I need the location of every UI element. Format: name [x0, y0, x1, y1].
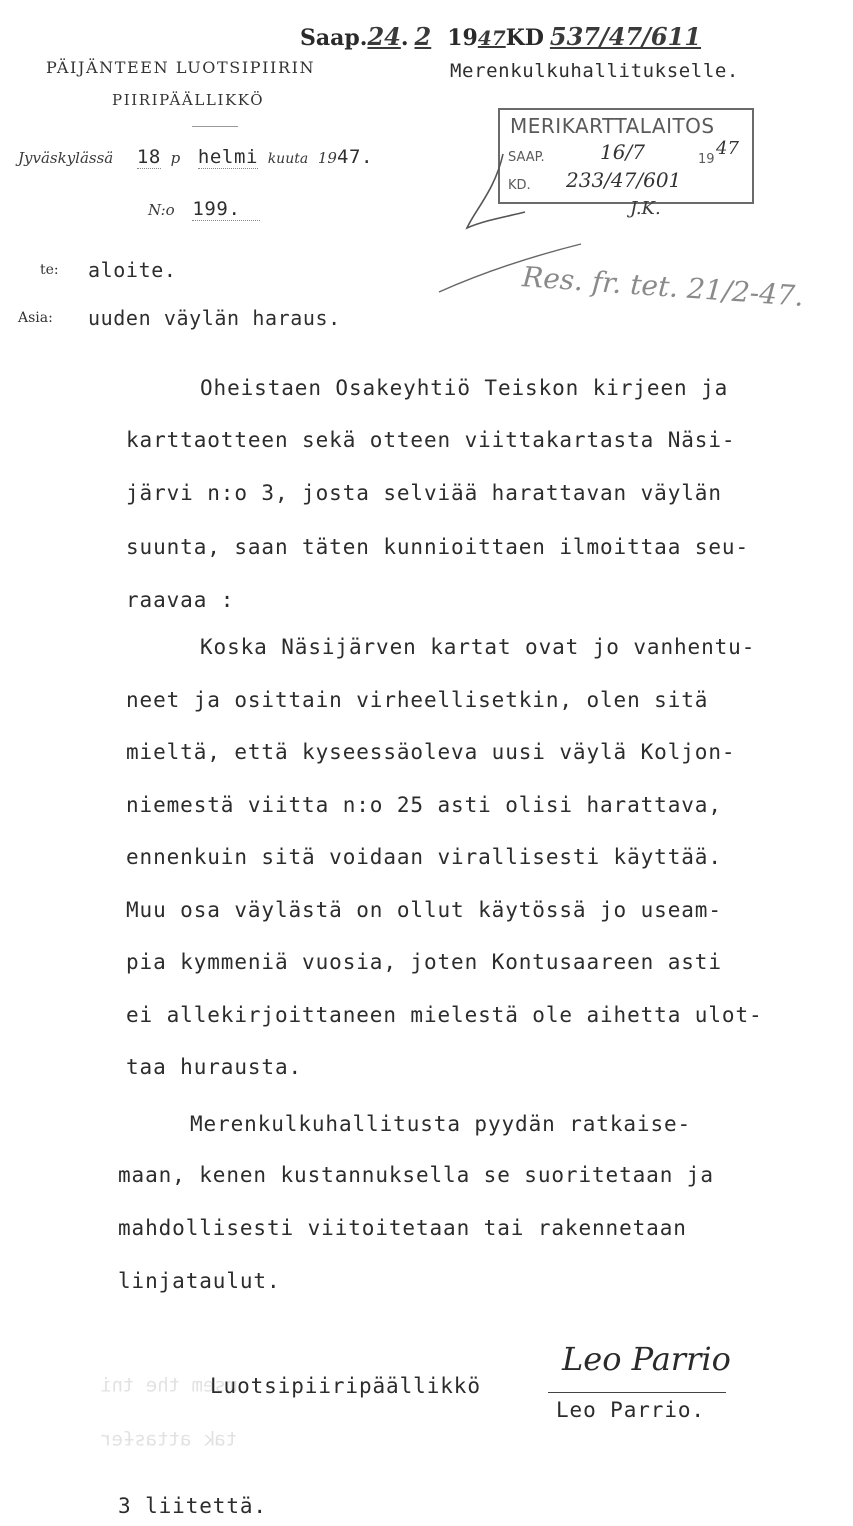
stamp-year-value: 47: [716, 138, 739, 159]
attachments-note: 3 liitettä.: [118, 1494, 267, 1518]
body-line-3: järvi n:o 3, josta selviää harattavan väylän: [126, 481, 722, 505]
stamp-saap-value: 16/7: [600, 140, 645, 164]
date-month-suffix: kuuta: [267, 151, 309, 167]
header-divider: [192, 126, 238, 127]
bleed-through-1: ᴉuʇ ǝɥʇ ɯǝsɯ: [100, 1376, 238, 1398]
signature-typed: Leo Parrio.: [556, 1398, 705, 1422]
number-value: 199.: [192, 198, 260, 221]
date-day: 18: [136, 146, 161, 168]
org-line-2: PIIRIPÄÄLLIKKÖ: [112, 91, 265, 109]
body-line-9: niemestä viitta n:o 25 asti olisi harattava,: [126, 793, 722, 817]
org-line-1: PÄIJÄNTEEN LUOTSIPIIRIN: [46, 58, 316, 77]
body-line-15: Merenkulkuhallitusta pyydän ratkaise-: [190, 1112, 692, 1136]
stamp-initials: J.K.: [630, 198, 661, 219]
stamp-year-prefix: 19: [698, 152, 715, 167]
pen-stroke: [455, 150, 535, 240]
body-line-14: taa hurausta.: [126, 1055, 303, 1079]
signature-handwritten: Leo Parrio: [562, 1340, 731, 1378]
place-date: [18, 146, 373, 169]
body-line-11: Muu osa väylästä on ollut käytössä jo useam-: [126, 898, 722, 922]
bleed-through-2: ɹǝɟsɐʇʇɐ ʞɐʇ: [100, 1430, 238, 1452]
stamp-title: MERIKARTTALAITOS: [510, 114, 715, 138]
received-day: 24: [367, 22, 401, 51]
received-stamp: [498, 108, 754, 204]
handwritten-note: Res. fr. tet. 21/2-47.: [521, 260, 805, 313]
body-line-2: karttaotteen sekä otteen viittakartasta Näsi-: [126, 428, 736, 452]
date-month: helmi: [197, 146, 259, 168]
number-label: N:o: [148, 201, 175, 219]
subject-value: uuden väylän haraus.: [88, 306, 341, 330]
received-year: 47: [477, 26, 506, 50]
body-line-1: Oheistaen Osakeyhtiö Teiskon kirjeen ja: [200, 376, 729, 400]
kd-label: KD: [505, 25, 544, 51]
signature-title: Luotsipiiripäällikkö: [210, 1374, 481, 1398]
body-line-10: ennenkuin sitä voidaan virallisesti käyttää.: [126, 845, 722, 869]
place-label: Jyväskylässä: [18, 149, 114, 167]
date-day-suffix: p: [170, 149, 181, 167]
body-line-13: ei allekirjoittaneen mielestä ole aihetta ulot-: [126, 1003, 763, 1027]
received-prefix: Saap.: [300, 25, 368, 51]
stamp-saap-label: SAAP.: [508, 150, 545, 165]
ref-value: aloite.: [88, 258, 177, 282]
document-number: [148, 198, 260, 221]
stamp-kd-value: 233/47/601: [566, 168, 682, 192]
body-line-16: maan, kenen kustannuksella se suoritetaan ja: [118, 1163, 714, 1187]
body-line-7: neet ja osittain virheellisetkin, olen sitä: [126, 688, 709, 712]
received-line: Saap.24. 2 1947KD 537/47/611: [300, 22, 702, 51]
body-line-5: raavaa :: [126, 588, 235, 612]
subject-label: Asia:: [18, 310, 53, 326]
kd-number: 537/47/611: [549, 22, 702, 51]
body-line-18: linjataulut.: [118, 1269, 281, 1293]
stamp-kd-label: KD.: [508, 178, 531, 193]
received-year-prefix: 19: [447, 25, 478, 51]
date-year-prefix: 19: [317, 149, 337, 167]
recipient: Merenkulkuhallitukselle.: [450, 60, 739, 82]
body-line-6: Koska Näsijärven kartat ovat jo vanhentu-: [200, 635, 756, 659]
body-line-8: mieltä, että kyseessäoleva uusi väylä Koljon-: [126, 740, 736, 764]
received-month: 2: [414, 22, 432, 51]
body-line-17: mahdollisesti viitoitetaan tai rakennetaan: [118, 1216, 687, 1240]
ref-label: te:: [40, 262, 59, 278]
date-year: 47.: [336, 146, 374, 168]
body-line-4: suunta, saan täten kunnioittaen ilmoittaa seu-: [126, 535, 749, 559]
note-stroke: [435, 240, 585, 300]
body-line-12: pia kymmeniä vuosia, joten Kontusaareen asti: [126, 950, 722, 974]
signature-rule: [548, 1392, 726, 1393]
